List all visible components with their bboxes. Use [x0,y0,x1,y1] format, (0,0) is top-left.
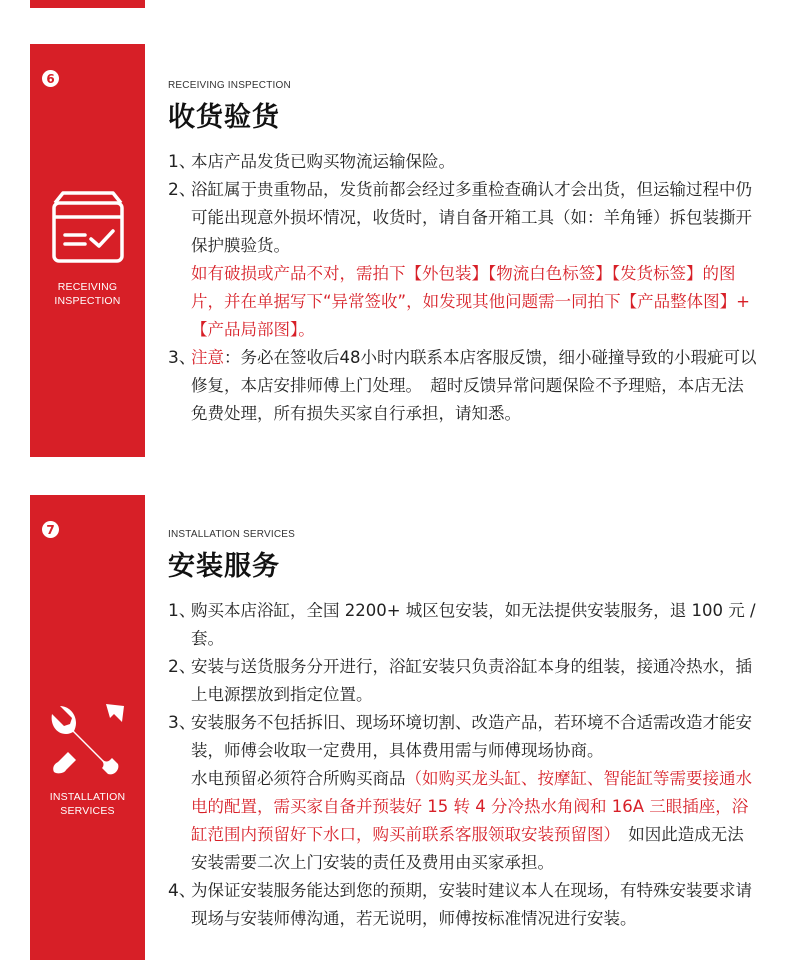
panel-label-line-2: SERVICES [60,805,115,817]
section-side-panel [30,495,145,960]
item-text: 浴缸属于贵重物品，发货前都会经过多重检查确认才会出货，但运输过程中仍可能出现意外损坏情况，收货时，请自备开箱工具（如：羊角锤）拆包装撕开保护膜验货。 [191,180,752,255]
item-text: 为保证安装服务能达到您的预期，安装时建议本人在现场，有特殊安装要求请现场与安装师傅沟通，若无说明，师傅按标准情况进行安装。 [191,881,752,928]
list-item [168,344,758,428]
item-warning-text: 如有破损或产品不对，需拍下【外包装】【物流白色标签】【发货标签】的图片，并在单据写下“异常签收”，如发现其他问题需一同拍下【产品整体图】+【产品局部图】。 [191,264,750,339]
panel-label-line-1: INSTALLATION [49,791,126,803]
panel-label [30,790,145,818]
section-title: 收货验货 [168,102,280,133]
item-number: 2、 [168,657,196,677]
section-number-badge: 6 [42,70,59,87]
item-text: 如因此造成无法安装需要二次上门安装的责任及费用由买家承担。 [191,825,744,872]
list-item [168,176,758,344]
item-list [168,597,758,933]
list-item [168,653,758,709]
section-content [168,529,758,933]
tools-wrench-screwdriver-icon [50,702,126,782]
list-item [168,148,758,176]
receiving-inspection-section [0,44,790,457]
item-text: 购买本店浴缸，全国 2200+ 城区包安装，如无法提供安装服务，退 100 元 / 套。 [191,601,756,648]
item-number: 4、 [168,881,196,901]
section-eyebrow: INSTALLATION SERVICES [168,529,296,540]
section-content [168,80,758,428]
section-side-panel [30,44,145,457]
panel-label [30,280,145,308]
section-eyebrow: RECEIVING INSPECTION [168,80,291,91]
item-note-label: 注意 [191,348,224,367]
section-number-badge: 7 [42,521,59,538]
item-list [168,148,758,428]
item-number: 2、 [168,180,196,200]
panel-label-line-2: INSPECTION [54,295,121,307]
item-number: 3、 [168,348,196,368]
list-item [168,709,758,877]
item-number: 1、 [168,601,196,621]
installation-services-section [0,495,790,960]
item-warning-text: （如购买龙头缸、按摩缸、智能缸等需要接通水电的配置，需买家自备并预装好 15 转 4 分冷热水角阀和 16A 三眼插座，浴缸范围内预留好下水口，购买前联系客服领取安装预留图） [191,769,752,844]
item-text: 安装与送货服务分开进行，浴缸安装只负责浴缸本身的组装，接通冷热水，插上电源摆放到指定位置。 [191,657,752,704]
item-text: 本店产品发货已购买物流运输保险。 [191,152,455,171]
list-item [168,597,758,653]
panel-label-line-1: RECEIVING [57,281,118,293]
inspection-box-check-icon [51,191,125,269]
item-number: 1、 [168,152,196,172]
list-item [168,877,758,933]
item-text: 安装服务不包括拆旧、现场环境切割、改造产品，若环境不合适需改造才能安装，师傅会收取一定费用，具体费用需与师傅现场协商。 [191,713,752,760]
item-text: 水电预留必须符合所购买商品 [191,769,406,788]
previous-section-bar [30,0,145,8]
item-text: ：务必在签收后48小时内联系本店客服反馈，细小碰撞导致的小瑕疵可以修复，本店安排师傅上门处理。 超时反馈异常问题保险不予理赔，本店无法免费处理，所有损失买家自行承担，请知悉。 [191,348,757,423]
item-subparagraph [191,765,758,877]
item-number: 3、 [168,713,196,733]
section-title: 安装服务 [168,551,280,582]
